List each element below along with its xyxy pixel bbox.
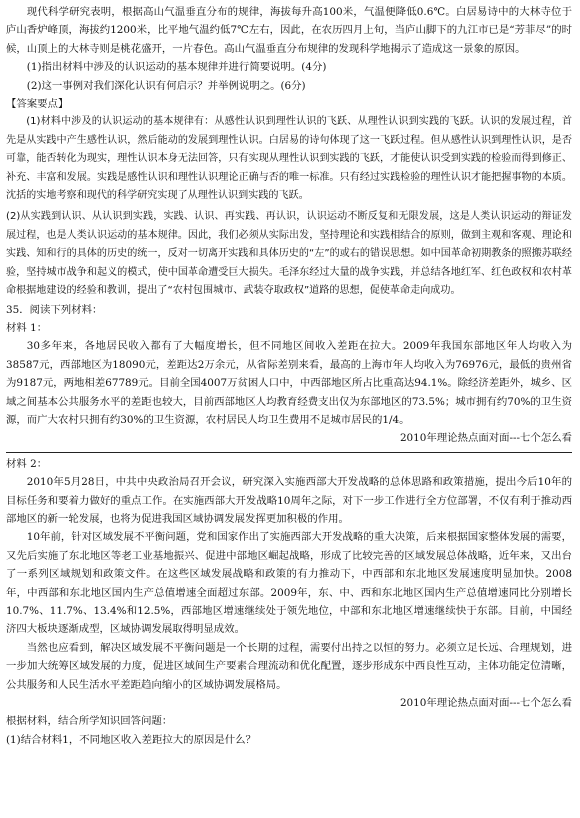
sub-question-1: (1)结合材料1，不同地区收入差距拉大的原因是什么？ [6,733,256,746]
material-2-label: 材料 2： [6,457,48,470]
top-intro-paragraph: 现代科学研究表明，根据高山气温垂直分布的规律，海拔每升高100米，气温便降低0.6℃。白居易诗中的大林寺位于庐山香炉峰顶，海拔约1200米，比平地气温约低7℃左右，因此，在农历四月上旬，当庐山脚下的九江市已是“芳菲尽”的时候，山顶上的大林寺则是桃花盛开，一片春色。高山气温垂直分布规律的发现科学地揭示了造成这一景象的原因。 [6,6,572,55]
material-1-label: 材料 1： [6,321,48,334]
material-1-box [6,319,572,448]
question-35-title: 35．阅读下列材料： [6,303,103,316]
material-1-text: 30多年来，各地居民收入都有了大幅度增长，但不同地区间收入差距在拉大。2009年我国东部地区年人均收入为38587元，西部地区为18090元，差距达2万余元，从省际差别来看，最高的上海市年人均收入为76976元，最低的贵州省为9187元，两地相差67789元。目前全国4007万贫困人口中，中西部地区所占比重高达94.1%。除经济差距外，城乡、区域之间基本公共服务水平的差距也较大，目前西部地区人均教育经费支出仅为东部地区的73.5%；城市拥有约70%的卫生资源，而广大农村只拥有约30%的卫生资源，农村居民人均卫生费用不足城市居民的1/4。 [6,340,572,426]
answer-paragraph-1: (1)材料中涉及的认识运动的基本规律有：从感性认识到理性认识的飞跃、从理性认识到实践的飞跃。认识的发展过程，首先是从实践中产生感性认识，然后能动的发展到理性认识。白居易的诗句体现了这一飞跃过程。但从感性认识到理性认识，是否可靠，能否转化为现实，理性认识本身无法回答，只有实现从理性认识到实践的飞跃，才能使认识受到实践的检验而得到修正、补充、丰富和发展。实践是感性认识和理性认识理论正确与否的唯一标准。只有经过实践检验的理性认识才能把握事物的本质。沈括的实地考察和现代的科学研究实现了从理性认识到实践的飞跃。 [6,116,572,202]
question-prompt: 根据材料，结合所学知识回答问题： [6,715,173,728]
material-2-paragraph-2: 10年前，针对区域发展不平衡问题，党和国家作出了实施西部大开发战略的重大决策，后来根据国家整体发展的需要，又先后实施了东北地区等老工业基地振兴、促进中部地区崛起战略，形成了比较完善的区域发展总体战略，近年来，又出台了一系列区域规划和政策文件。在这些区域发展战略和政策的有力推动下，中西部和东北地区发展速度明显加快。2008年，中西部和东北地区国内生产总值增速全面超过东部。2009年，东、中、西和东北地区国内生产总值增速同比分别增长10.7%、11.7%、13.4%和12.5%，西部地区增速继续处于领先地位，中部和东北地区增速继续快于东部。目前，中国经济四大板块逐渐成型，区域协调发展取得明显成效。 [6,531,572,636]
material-2-paragraph-1: 2010年5月28日，中共中央政治局召开会议，研究深入实施西部大开发战略的总体思路和政策措施，提出今后10年的目标任务和要着力做好的重点工作。在实施西部大开发战略10周年之际，对下一步工作进行全方位部署，不仅有利于推动西部地区的新一轮发展，也将为促进我国区域协调发展发挥更加积极的作用。 [6,476,572,525]
material-2-paragraph-3: 当然也应看到，解决区域发展不平衡问题是一个长期的过程，需要付出持之以恒的努力。必须立足长远、合理规划，进一步加大统筹区域发展的力度，促进区域间生产要素合理流动和优化配置，逐步形成东中西良性互动，主体功能定位清晰，公共服务和人民生活水平差距趋向缩小的区域协调发展格局。 [6,641,572,691]
material-2-box [6,455,572,713]
top-question-1: (1)指出材料中涉及的认识运动的基本规律并进行简要说明。(4分) [26,61,327,74]
top-question-2: (2)这一事例对我们深化认识有何启示？并举例说明之。(6分) [26,79,306,92]
answer-paragraph-2: (2)从实践到认识、从认识到实践，实践、认识、再实践、再认识，认识运动不断反复和无限发展，这是人类认识运动的辩证发展过程，也是人类认识运动的基本规律。因此，我们必须从实际出发，坚持理论和实践相结合的原则，做到主观和客观、理论和实践、知和行的具体的历史的统一，反对一切离开实践和具体历史的“左”的或右的错误思想。如中国革命初期教条的照搬苏联经验，坚持城市战争和起义的模式，使中国革命遭受巨大损失。毛泽东经过大量的战争实践，并总结各地红军、红色政权和农村革命根据地建设的经验和教训，提出了“农村包围城市、武装夺取政权”道路的思想，促使革命走向成功。 [6,211,572,297]
material-divider [6,452,572,453]
material-1-source: 2010年理论热点面对面---七个怎么看 [399,432,572,445]
material-2-source: 2010年理论热点面对面---七个怎么看 [399,697,572,710]
answer-heading: 【答案要点】 [6,98,69,111]
